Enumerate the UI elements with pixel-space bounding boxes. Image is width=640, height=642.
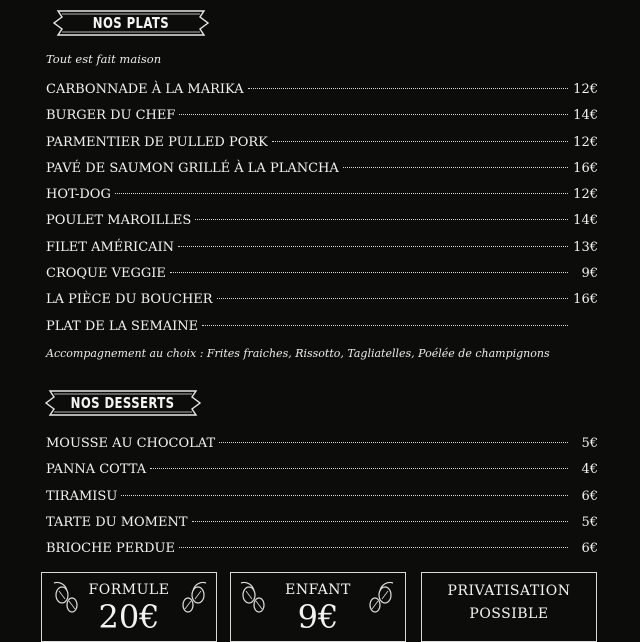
dot-leader	[179, 114, 568, 115]
dish-price: 16€	[573, 292, 598, 308]
dot-leader	[192, 521, 568, 522]
menu-item	[46, 208, 598, 234]
plats-banner	[50, 8, 212, 38]
dot-leader	[179, 547, 568, 548]
dot-leader	[248, 88, 568, 89]
dish-name: CARBONNADE À LA MARIKA	[46, 82, 244, 97]
desserts-list	[46, 431, 598, 562]
hops-icon	[237, 579, 271, 619]
menu-item	[46, 431, 598, 457]
dish-price: 12€	[573, 82, 598, 97]
menu-item	[46, 457, 598, 483]
menu-item	[46, 77, 598, 103]
dish-name: POULET MAROILLES	[46, 213, 192, 229]
dot-leader	[219, 442, 568, 443]
menu-item	[46, 103, 598, 129]
dish-price: 12€	[573, 134, 598, 150]
hops-icon	[363, 579, 397, 619]
dish-price: 5€	[581, 514, 598, 530]
formule-title: FORMULE	[88, 582, 170, 598]
privatisation-box	[421, 572, 597, 642]
dot-leader	[115, 193, 568, 194]
menu-item	[46, 261, 598, 287]
dish-price: 9€	[581, 266, 598, 282]
dot-leader	[195, 219, 568, 220]
dish-price: 14€	[573, 213, 598, 229]
dish-price: 13€	[573, 239, 598, 255]
dish-name: LA PIÈCE DU BOUCHER	[46, 292, 213, 308]
menu-item	[46, 536, 598, 562]
dot-leader	[343, 167, 568, 168]
enfant-title: ENFANT	[285, 582, 351, 598]
dish-price: 14€	[573, 108, 598, 124]
menu-item	[46, 235, 598, 261]
dish-name: CROQUE VEGGIE	[46, 266, 166, 282]
dish-name: PAVÉ DE SAUMON GRILLÉ À LA PLANCHA	[46, 160, 339, 176]
formule-price: 20€	[98, 598, 160, 636]
dish-name: TIRAMISU	[46, 488, 118, 504]
dish-price: 5€	[581, 436, 598, 451]
dish-price: 6€	[581, 541, 598, 557]
dish-price: 4€	[581, 462, 598, 478]
dot-leader	[121, 495, 568, 496]
desserts-title: NOS DESSERTS	[71, 394, 175, 412]
formule-box	[41, 572, 217, 642]
plats-list	[46, 77, 598, 340]
plats-title: NOS PLATS	[92, 14, 170, 32]
plats-accompaniment-note: Accompagnement au choix : Frites fraiches, Rissotto, Tagliatelles, Poélée de champignons	[46, 347, 550, 360]
dish-name: BURGER DU CHEF	[46, 108, 176, 124]
dish-name: BRIOCHE PERDUE	[46, 541, 175, 557]
menu-item	[46, 510, 598, 536]
dot-leader	[217, 298, 568, 299]
menu-item	[46, 130, 598, 156]
dish-price: 6€	[581, 488, 598, 504]
dish-name: TARTE DU MOMENT	[46, 514, 188, 530]
plats-subtitle: Tout est fait maison	[46, 52, 162, 66]
menu-item	[46, 314, 598, 340]
dish-name: FILET AMÉRICAIN	[46, 239, 175, 255]
dot-leader	[202, 325, 568, 326]
dish-name: PARMENTIER DE PULLED PORK	[46, 134, 268, 150]
privatisation-line1: PRIVATISATION	[447, 583, 571, 599]
dish-name: PANNA COTTA	[46, 462, 147, 478]
menu-item	[46, 156, 598, 182]
dot-leader	[178, 246, 568, 247]
dish-name: HOT-DOG	[46, 187, 111, 203]
dish-name: PLAT DE LA SEMAINE	[46, 318, 199, 334]
dot-leader	[272, 141, 568, 142]
dot-leader	[150, 468, 568, 469]
privatisation-line2: POSSIBLE	[469, 606, 549, 622]
hops-icon	[176, 579, 210, 619]
enfant-price: 9€	[297, 598, 339, 636]
dish-price: 16€	[573, 160, 598, 176]
dish-name: MOUSSE AU CHOCOLAT	[46, 436, 216, 451]
menu-item	[46, 182, 598, 208]
menu-item	[46, 287, 598, 313]
dot-leader	[170, 272, 568, 273]
dish-price: 12€	[573, 187, 598, 203]
enfant-box	[230, 572, 406, 642]
desserts-banner	[42, 388, 204, 418]
menu-item	[46, 484, 598, 510]
hops-icon	[50, 579, 84, 619]
